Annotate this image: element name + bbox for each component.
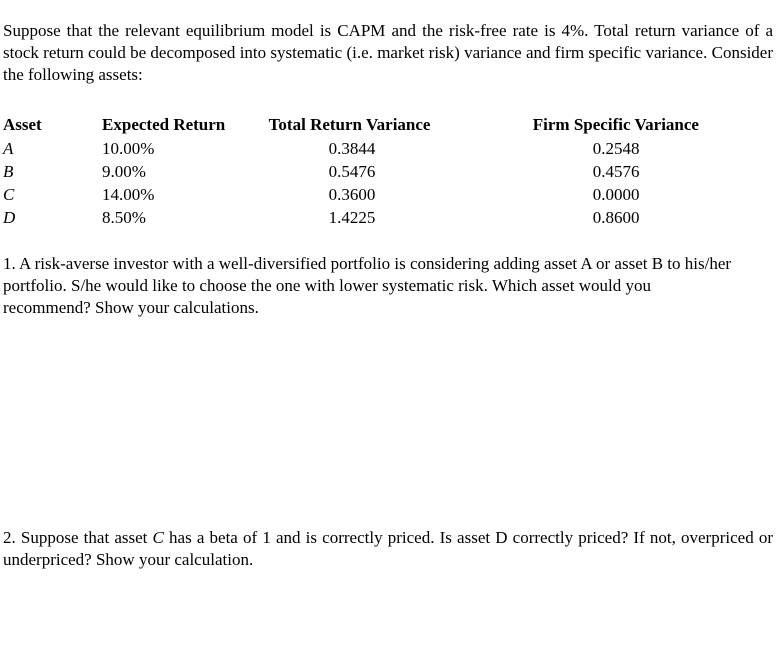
expected-return: 14.00% [102,184,155,204]
question-2-after: has a beta of 1 and is correctly priced. Is asset D correctly priced? If not, overpriced or underpriced? Show your calculation. [3,528,774,569]
question-1: 1. A risk-averse investor with a well-diversified portfolio is considering adding asset A or asset B to his/her portfolio. S/he would like to choose the one with lower systematic risk. Which asset would you recommend? Show your calculations. [3,254,732,317]
asset-name: C [3,184,15,204]
firm-variance: 0.2548 [592,138,640,158]
question-2 [3,527,773,571]
total-variance: 1.4225 [328,207,376,227]
header-asset: Asset [3,115,42,134]
question-2-before: 2. Suppose that asset [3,528,153,547]
asset-name: A [3,138,14,158]
header-firm-variance: Firm Specific Variance [532,115,699,134]
firm-variance: 0.4576 [592,161,640,181]
intro-paragraph: Suppose that the relevant equilibrium model is CAPM and the risk-free rate is 4%. Total return variance of a stock return could be decomposed into systematic (i.e. market risk) variance and firm specific variance. Consider the following assets: [3,21,773,84]
table-row [3,137,777,160]
table-row [3,160,777,183]
asset-name: D [3,207,16,227]
table-row [3,206,777,229]
header-expected-return: Expected Return [102,115,226,134]
asset-table [3,113,777,229]
expected-return: 9.00% [102,161,146,181]
table-row [3,183,777,206]
asset-name: B [3,161,14,181]
firm-variance: 0.0000 [592,184,640,204]
total-variance: 0.3600 [328,184,376,204]
total-variance: 0.3844 [328,138,376,158]
total-variance: 0.5476 [328,161,376,181]
table-header-row [3,113,777,137]
expected-return: 8.50% [102,207,146,227]
question-2-asset-var: C [152,528,164,547]
expected-return: 10.00% [102,138,155,158]
header-total-variance: Total Return Variance [268,115,431,134]
firm-variance: 0.8600 [592,207,640,227]
